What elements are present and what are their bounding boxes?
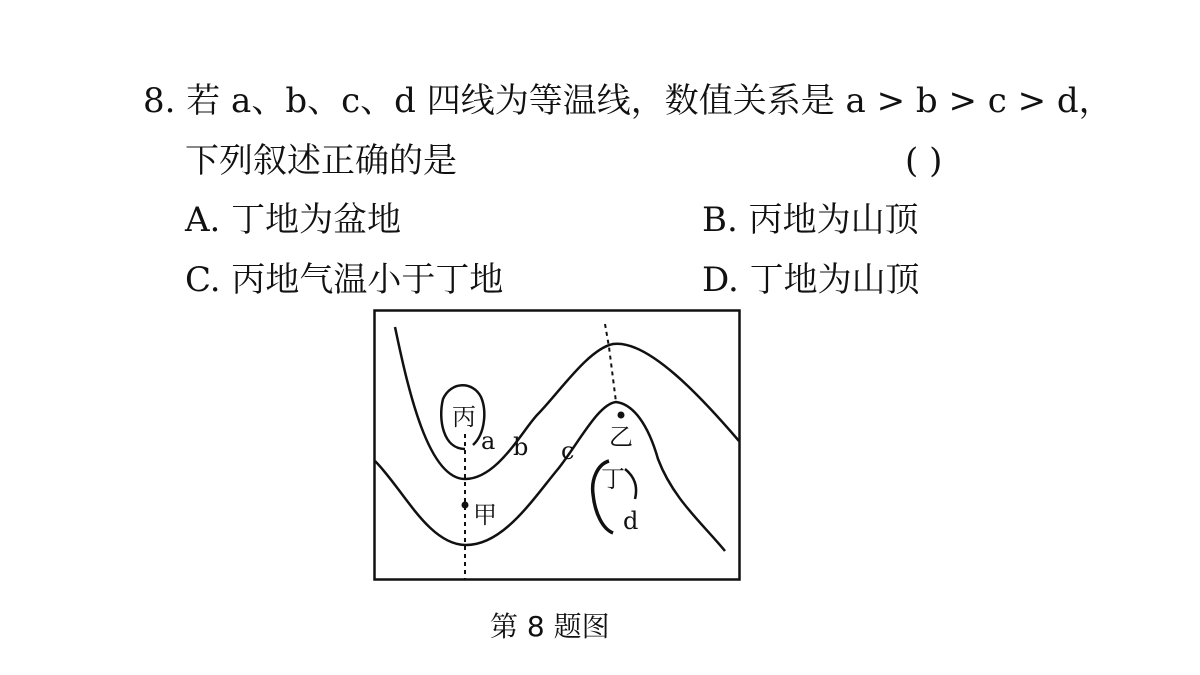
- label-a: a: [481, 427, 496, 455]
- isotherm-c-line: [375, 402, 725, 551]
- dashed-line-right: [605, 324, 616, 402]
- option-d[interactable]: D. 丁地为山顶: [702, 260, 920, 300]
- label-c: c: [561, 437, 575, 465]
- question-stem-line-1: 8. 若 a、b、c、d 四线为等温线，数值关系是 a > b > c > d，: [143, 81, 1113, 121]
- label-yi: 乙: [609, 423, 633, 451]
- answer-blank-parentheses: ( ): [905, 141, 943, 181]
- option-a[interactable]: A. 丁地为盆地: [185, 200, 402, 240]
- option-c[interactable]: C. 丙地气温小于丁地: [185, 260, 504, 300]
- isotherm-diagram: [373, 309, 741, 581]
- label-jia: 甲: [473, 501, 497, 529]
- label-b: b: [513, 433, 529, 461]
- question-stem-line-2: 下列叙述正确的是: [185, 141, 457, 181]
- label-d: d: [623, 507, 639, 535]
- point-jia-dot: [462, 502, 469, 509]
- figure-caption: 第 8 题图: [490, 610, 610, 643]
- isotherm-d-line-right: [625, 469, 636, 499]
- label-ding: 丁: [601, 465, 625, 493]
- label-bing: 丙: [452, 403, 476, 431]
- point-yi-dot: [618, 412, 625, 419]
- option-b[interactable]: B. 丙地为山顶: [702, 200, 919, 240]
